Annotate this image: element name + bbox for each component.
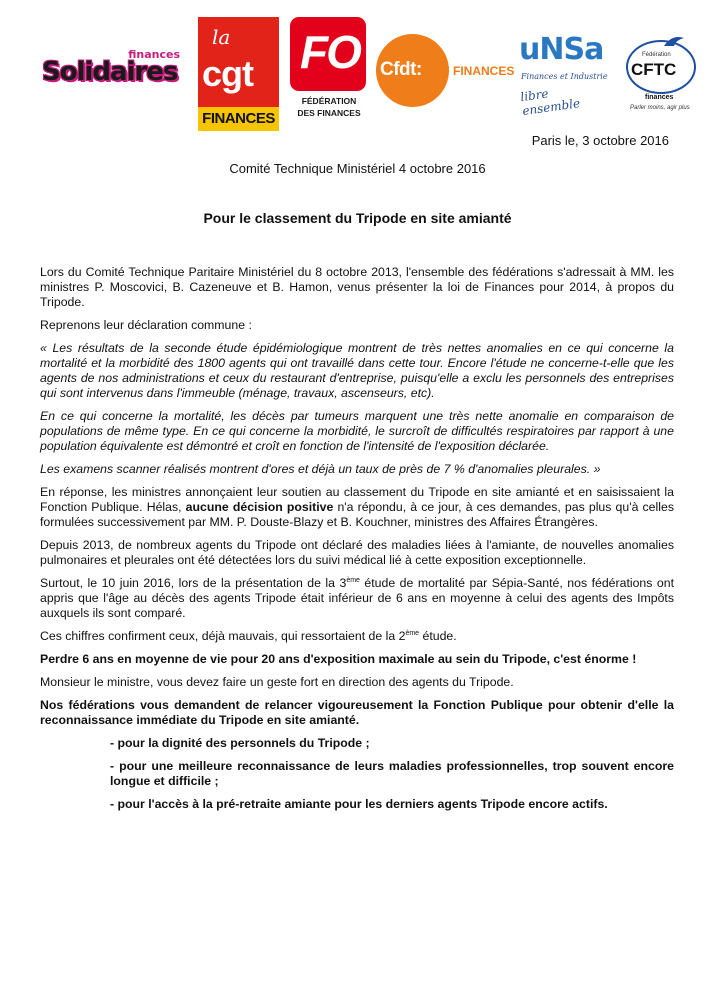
unsa-logo (515, 32, 611, 118)
solidaires-logo (40, 48, 182, 92)
cftc-finances-label: finances (645, 94, 674, 101)
cftc-federation-label: Fédération (642, 52, 671, 58)
demands-list (110, 736, 674, 812)
document-date: Paris le, 3 octobre 2016 (531, 133, 669, 148)
unsa-line1: Finances et Industrie (521, 72, 608, 81)
union-logos (0, 0, 715, 140)
cfdt-finances-label: FINANCES (453, 64, 515, 78)
cgt-finances-band: FINANCES (198, 107, 279, 131)
paragraph-7: Perdre 6 ans en moyenne de vie pour 20 ans d'exposition maximale au sein du Tripode, c'est énorme ! (40, 652, 637, 666)
paragraph-2: Reprenons leur déclaration commune : (40, 318, 252, 332)
demand-item: - pour l'accès à la pré-retraite amiante pour les derniers agents Tripode encore actifs. (110, 797, 608, 811)
paragraph-6-superscript: ème (405, 629, 420, 637)
quote-paragraph-1: « Les résultats de la seconde étude épidémiologique montrent de très nettes anomalies en ce qui concerne la mortalité et la morbidité des 1800 agents qui ont travaillé dans cette tour. Encore l'étude ne concerne-t-elle que les agents de nos administrations et ceux du restaurant d'entreprise, puisqu'elle a exclu les personnels des entreprises qui sont intervenus dans l'immeuble (ménage, travaux, ascenseurs, etc). (40, 341, 674, 400)
demand-item: - pour la dignité des personnels du Tripode ; (110, 736, 370, 750)
cftc-logo (620, 32, 700, 118)
fo-subtitle-line2: DES FINANCES (297, 108, 361, 118)
cfdt-wordmark: Cfdt: (380, 59, 422, 80)
cgt-prefix: la (212, 25, 231, 49)
fo-logo (290, 17, 368, 129)
solidaires-finances-label: finances (128, 48, 180, 61)
document-body (40, 265, 674, 820)
paragraph-1: Lors du Comité Technique Paritaire Ministériel du 8 octobre 2013, l'ensemble des fédérations s'adressait à MM. les ministres P. Moscovici, B. Cazeneuve et B. Hamon, venus présenter la loi de Finances pour 2014, à propos du Tripode. (40, 265, 674, 309)
paragraph-3-part-a: En réponse, les ministres annonçaient leur soutien au classement du Tripode en site amianté et en saisissaient la Fonction Publique. Hélas, (40, 485, 674, 514)
unsa-line2: libre ensemble (519, 86, 581, 119)
paragraph-3-emphasis: aucune décision positive (185, 500, 334, 514)
paragraph-5-part-b: étude de mortalité par Sépia-Santé, nos fédérations ont appris que l'âge au décès des agents Tripode était inférieur de 6 ans en moyenne à celui des agents des Impôts auxquels ils sont comparé. (40, 576, 674, 620)
paragraph-4: Depuis 2013, de nombreux agents du Tripode ont déclaré des maladies liées à l'amiante, de nouvelles anomalies pulmonaires et pleurales ont été détectées lors du suivi médical lié à cette exposition exceptionnelle. (40, 538, 674, 567)
fo-wordmark: FO (300, 26, 360, 78)
committee-line: Comité Technique Ministériel 4 octobre 2016 (229, 161, 486, 176)
unsa-wordmark: uNSa (519, 32, 604, 67)
cgt-wordmark: cgt (202, 53, 253, 94)
demand-item: - pour une meilleure reconnaissance de leurs maladies professionnelles, trop souvent encore longue et difficile ; (110, 759, 674, 788)
paragraph-6-part-a: Ces chiffres confirment ceux, déjà mauvais, qui ressortaient de la 2 (40, 629, 406, 643)
paragraph-8: Monsieur le ministre, vous devez faire un geste fort en direction des agents du Tripode. (40, 675, 514, 689)
cftc-wordmark: CFTC (631, 60, 677, 79)
paragraph-5-part-a: Surtout, le 10 juin 2016, lors de la présentation de la 3 (40, 576, 347, 590)
cftc-tagline: Parler moins, agir plus (630, 105, 690, 111)
fo-red-box (290, 17, 366, 91)
paragraph-6-part-b: étude. (419, 629, 457, 643)
quote-paragraph-2: En ce qui concerne la mortalité, les décès par tumeurs marquent une très nette anomalie en comparaison de populations de même type. En ce qui concerne la morbidité, le surcroît de difficultés respiratoires par rapport à une population équivalente est démontré et croît en fonction de l'intensité de l'exposition déclarée. (40, 409, 674, 453)
solidaires-wordmark: Solidaires (42, 57, 178, 87)
paragraph-5 (40, 576, 674, 621)
paragraph-3 (40, 485, 674, 530)
paragraph-6 (40, 629, 674, 644)
fo-subtitle-line1: FÉDÉRATION (301, 96, 357, 106)
cfdt-orange-circle (376, 34, 449, 107)
document-title: Pour le classement du Tripode en site amianté (203, 210, 512, 226)
paragraph-3-part-c: n'a répondu, à ce jour, à ces demandes, pas plus qu'à celles formulées successivement par MM. P. Douste-Blazy et B. Kouchner, ministres des Affaires Étrangères. (40, 500, 674, 529)
paragraph-9: Nos fédérations vous demandent de relancer vigoureusement la Fonction Publique pour obtenir d'elle la reconnaissance immédiate du Tripode en site amianté. (40, 698, 674, 727)
fo-subtitle (290, 95, 368, 119)
cgt-logo (198, 17, 279, 131)
quote-paragraph-3: Les examens scanner réalisés montrent d'ores et déjà un taux de près de 7 % d'anomalies pleurales. » (40, 462, 601, 476)
cfdt-logo (376, 34, 515, 108)
paragraph-5-superscript: ème (346, 576, 360, 584)
